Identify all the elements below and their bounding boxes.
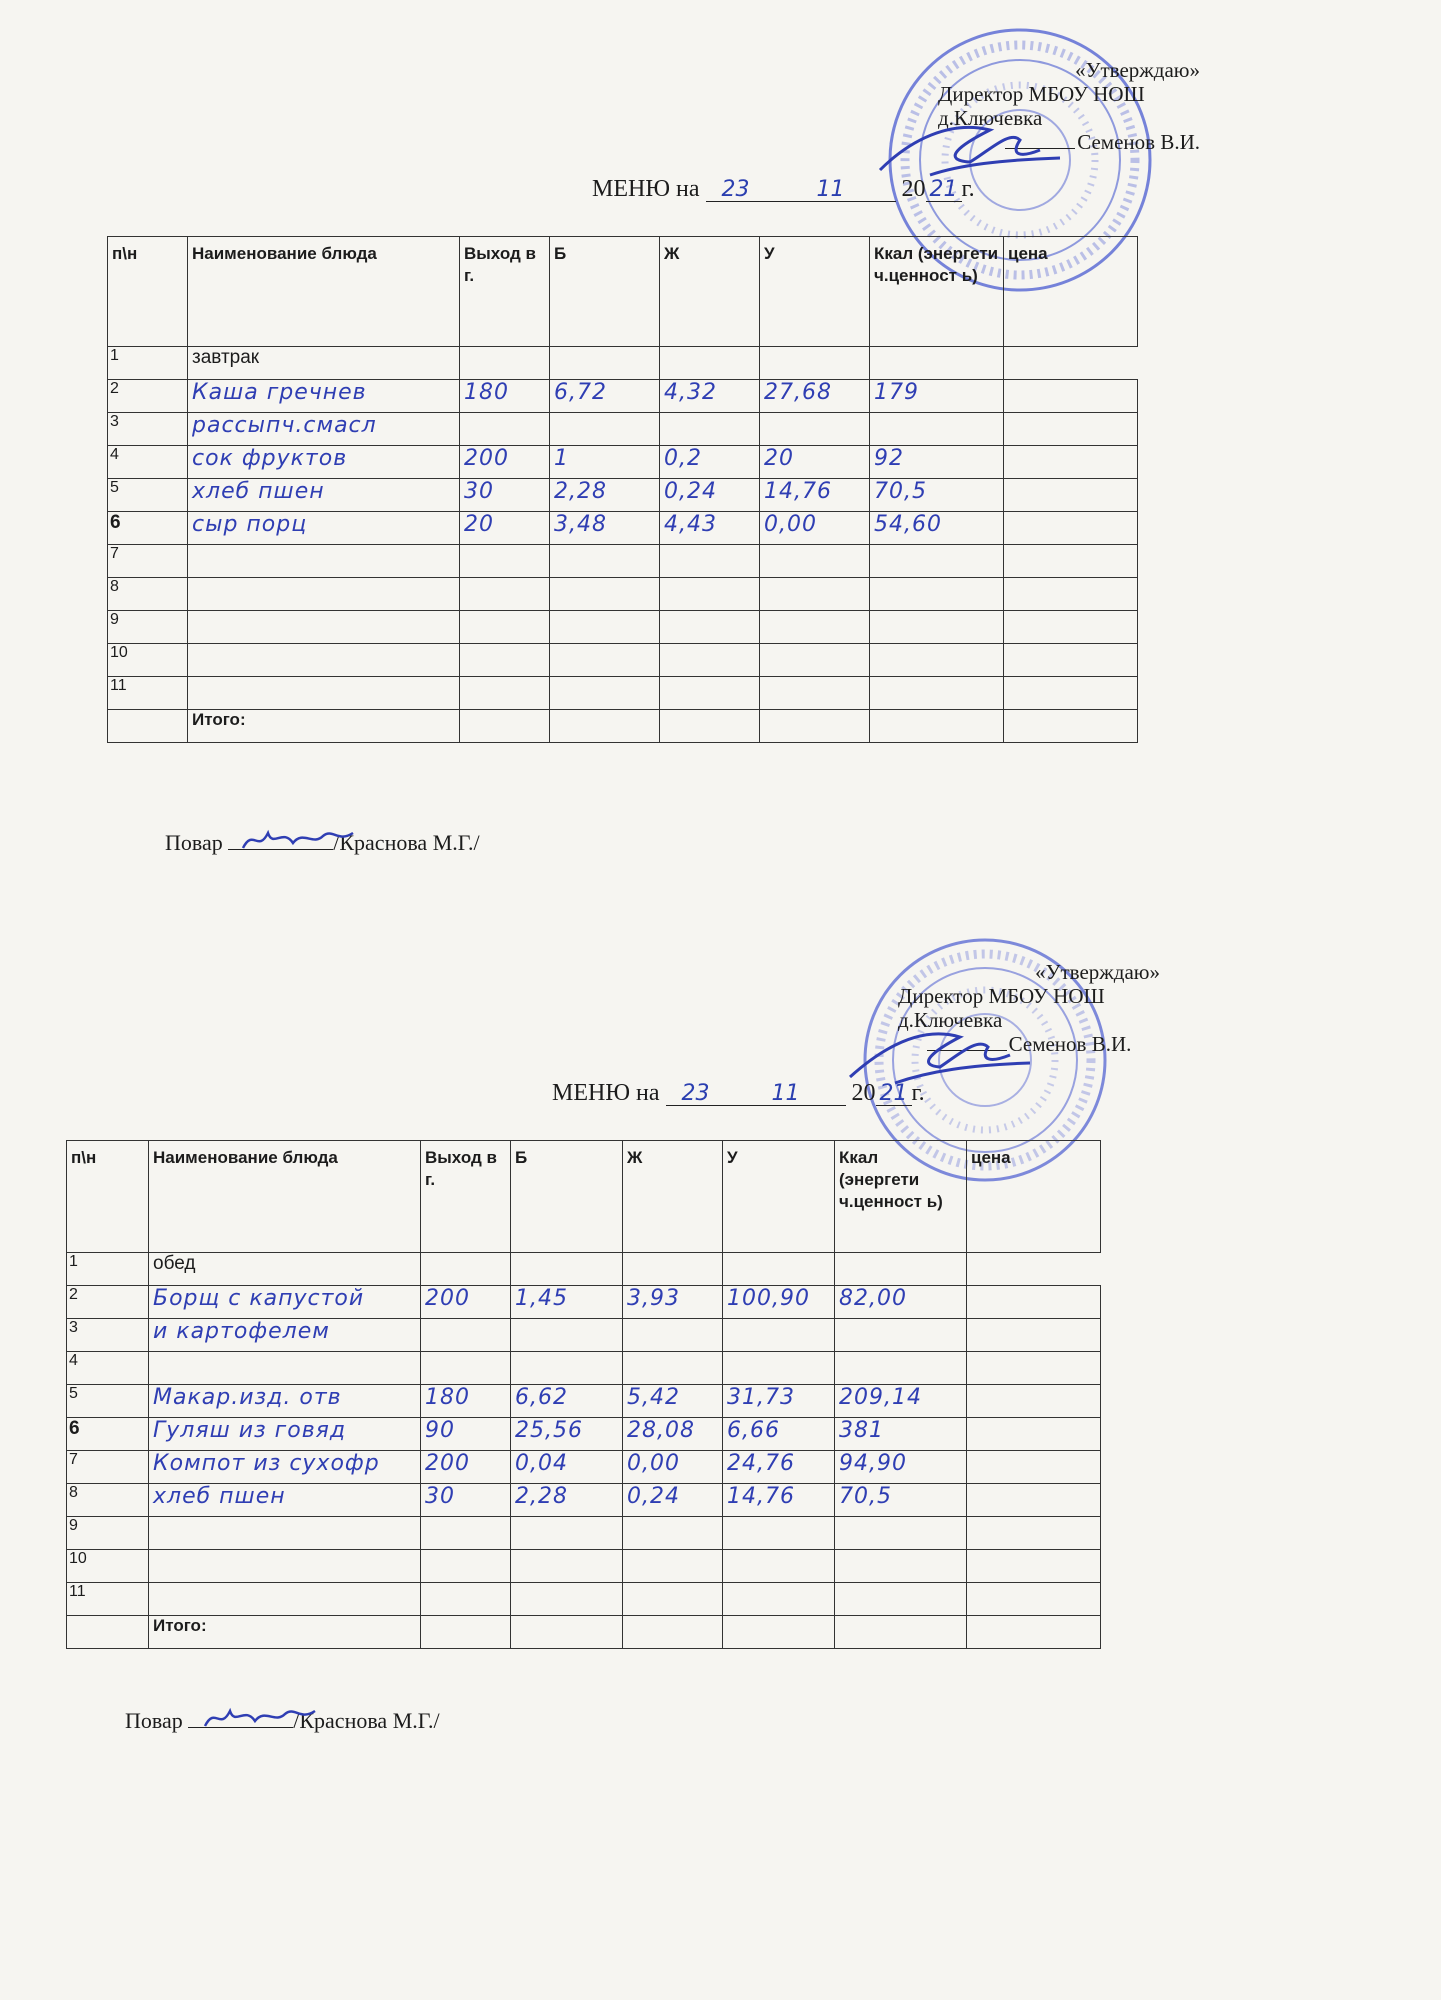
- cell-u: 100,90: [723, 1286, 835, 1319]
- cell-u: [760, 644, 870, 677]
- cell-dish: [188, 611, 460, 644]
- row-number: 10: [108, 644, 188, 677]
- table-row: [67, 1484, 1101, 1517]
- table-row: [67, 1418, 1101, 1451]
- row-number: 1: [108, 347, 188, 380]
- col-yield: Выход в г.: [460, 237, 550, 347]
- cell-zh: 0,00: [623, 1451, 723, 1484]
- cell-zh: 0,2: [660, 446, 760, 479]
- cell-u: [723, 1319, 835, 1352]
- cell-yield: 200: [421, 1451, 511, 1484]
- cell-b: 0,04: [511, 1451, 623, 1484]
- table-row: [67, 1385, 1101, 1418]
- cell-kcal: [835, 1583, 967, 1616]
- cell-kcal: 70,5: [835, 1484, 967, 1517]
- cell-dish: [149, 1550, 421, 1583]
- cell-zh: 0,24: [660, 479, 760, 512]
- date-year: 21: [876, 1083, 912, 1106]
- cell-kcal: [835, 1517, 967, 1550]
- total-label: Итого:: [188, 710, 460, 743]
- table-row: [67, 1352, 1101, 1385]
- menu-table-1: [107, 236, 1138, 743]
- cell-u: [760, 677, 870, 710]
- cell-dish: Каша гречнев: [188, 380, 460, 413]
- col-dish: Наименование блюда: [188, 237, 460, 347]
- cook-signature-1: [238, 818, 358, 858]
- approval-place: д.Ключевка: [898, 1008, 1003, 1032]
- cell-yield: 30: [421, 1484, 511, 1517]
- cell-kcal: 54,60: [870, 512, 1004, 545]
- cell-yield: [421, 1583, 511, 1616]
- meal-label: обед: [149, 1253, 421, 1286]
- cell-b: [550, 413, 660, 446]
- table-row: [108, 347, 1138, 380]
- table-row: [108, 545, 1138, 578]
- table-row: [108, 578, 1138, 611]
- cell-yield: [460, 413, 550, 446]
- cell-b: 2,28: [550, 479, 660, 512]
- cell-zh: 5,42: [623, 1385, 723, 1418]
- approval-name: Семенов В.И.: [1077, 130, 1200, 154]
- cell-price: [1004, 512, 1138, 545]
- table-row: [108, 512, 1138, 545]
- cell-yield: [460, 347, 550, 380]
- row-number: 9: [108, 611, 188, 644]
- total-cell: [511, 1616, 623, 1649]
- cell-yield: [421, 1517, 511, 1550]
- cell-zh: [660, 644, 760, 677]
- cell-price: [967, 1352, 1101, 1385]
- cell-b: [511, 1583, 623, 1616]
- cell-zh: [660, 611, 760, 644]
- cell-zh: [660, 347, 760, 380]
- cell-dish: [188, 545, 460, 578]
- cell-b: [511, 1550, 623, 1583]
- cell-u: [760, 578, 870, 611]
- cell-b: [511, 1517, 623, 1550]
- cell-u: [723, 1352, 835, 1385]
- cell-price: [967, 1319, 1101, 1352]
- cell-price: [967, 1583, 1101, 1616]
- cell-dish: сыр порц: [188, 512, 460, 545]
- cell-yield: 90: [421, 1418, 511, 1451]
- cell-yield: 180: [460, 380, 550, 413]
- cell-price: [1004, 380, 1138, 413]
- menu-table-2: [66, 1140, 1101, 1649]
- cell-dish: хлеб пшен: [149, 1484, 421, 1517]
- cell-dish: Макар.изд. отв: [149, 1385, 421, 1418]
- approval-place: д.Ключевка: [938, 106, 1043, 130]
- meal-label: завтрак: [188, 347, 460, 380]
- cell-zh: [623, 1550, 723, 1583]
- cell-dish: хлеб пшен: [188, 479, 460, 512]
- cell-zh: [660, 677, 760, 710]
- cell-zh: 0,24: [623, 1484, 723, 1517]
- cell-zh: [623, 1319, 723, 1352]
- cell-kcal: [870, 644, 1004, 677]
- total-row: [67, 1616, 1101, 1649]
- cell-b: [511, 1319, 623, 1352]
- cell-u: 31,73: [723, 1385, 835, 1418]
- col-zh: Ж: [623, 1141, 723, 1253]
- total-cell: [967, 1616, 1101, 1649]
- cell-dish: Гуляш из говяд: [149, 1418, 421, 1451]
- col-num: п\н: [108, 237, 188, 347]
- col-u: У: [760, 237, 870, 347]
- row-number: 4: [108, 446, 188, 479]
- total-row: [108, 710, 1138, 743]
- row-number: 11: [67, 1583, 149, 1616]
- cook-signature-line-2: Повар /Краснова М.Г./: [125, 1708, 440, 1733]
- cell-price: [1004, 611, 1138, 644]
- total-cell: [623, 1616, 723, 1649]
- cell-yield: 200: [460, 446, 550, 479]
- table-row: [67, 1550, 1101, 1583]
- cell-u: [723, 1550, 835, 1583]
- row-number: 6: [67, 1418, 149, 1451]
- row-number: 5: [67, 1385, 149, 1418]
- cell-u: 24,76: [723, 1451, 835, 1484]
- col-b: Б: [550, 237, 660, 347]
- row-number: 3: [108, 413, 188, 446]
- row-number: 2: [108, 380, 188, 413]
- cell-price: [1004, 677, 1138, 710]
- cell-zh: 4,32: [660, 380, 760, 413]
- approval-position: Директор МБОУ НОШ: [938, 82, 1145, 106]
- total-cell: [835, 1616, 967, 1649]
- cell-dish: [149, 1583, 421, 1616]
- row-number: 8: [108, 578, 188, 611]
- total-cell: [460, 710, 550, 743]
- cell-u: [760, 347, 870, 380]
- approval-position: Директор МБОУ НОШ: [898, 984, 1105, 1008]
- cell-u: [723, 1583, 835, 1616]
- row-number: 6: [108, 512, 188, 545]
- cell-yield: [421, 1253, 511, 1286]
- cell-kcal: 70,5: [870, 479, 1004, 512]
- cell-yield: [460, 644, 550, 677]
- col-dish: Наименование блюда: [149, 1141, 421, 1253]
- cell-kcal: 179: [870, 380, 1004, 413]
- cell-yield: [460, 611, 550, 644]
- cell-zh: [623, 1253, 723, 1286]
- table-row: [67, 1286, 1101, 1319]
- cell-price: [967, 1484, 1101, 1517]
- cell-yield: [421, 1319, 511, 1352]
- date-day: 23: [666, 1083, 726, 1106]
- cell-zh: [623, 1583, 723, 1616]
- cell-kcal: [870, 578, 1004, 611]
- date-year: 21: [926, 179, 962, 202]
- row-number: 5: [108, 479, 188, 512]
- cell-b: 1,45: [511, 1286, 623, 1319]
- cell-b: [550, 677, 660, 710]
- cell-price: [967, 1451, 1101, 1484]
- cell-kcal: [835, 1352, 967, 1385]
- cell-price: [967, 1385, 1101, 1418]
- cell-yield: 200: [421, 1286, 511, 1319]
- cell-b: 6,62: [511, 1385, 623, 1418]
- cell-dish: рассыпч.смасл: [188, 413, 460, 446]
- cell-zh: 28,08: [623, 1418, 723, 1451]
- cell-u: [760, 611, 870, 644]
- cell-kcal: 209,14: [835, 1385, 967, 1418]
- cell-yield: 180: [421, 1385, 511, 1418]
- row-number: 10: [67, 1550, 149, 1583]
- cell-zh: 4,43: [660, 512, 760, 545]
- cell-yield: [460, 677, 550, 710]
- cell-price: [1004, 413, 1138, 446]
- cell-kcal: [870, 413, 1004, 446]
- cell-b: [550, 611, 660, 644]
- col-zh: Ж: [660, 237, 760, 347]
- cell-b: [511, 1352, 623, 1385]
- row-number: 8: [67, 1484, 149, 1517]
- cell-u: 0,00: [760, 512, 870, 545]
- cell-dish: [149, 1352, 421, 1385]
- cell-price: [1004, 446, 1138, 479]
- cell-u: 20: [760, 446, 870, 479]
- cell-u: [723, 1253, 835, 1286]
- cell-u: 14,76: [760, 479, 870, 512]
- cell-price: [870, 347, 1004, 380]
- cell-u: 6,66: [723, 1418, 835, 1451]
- table-row: [108, 644, 1138, 677]
- table-row: [67, 1451, 1101, 1484]
- cell-kcal: [870, 677, 1004, 710]
- table-row: [108, 479, 1138, 512]
- cell-yield: 30: [460, 479, 550, 512]
- approval-heading: «Утверждаю»: [1035, 960, 1160, 984]
- cell-price: [967, 1517, 1101, 1550]
- menu-title-1: МЕНЮ на 23 11 20 21 г.: [592, 176, 975, 202]
- table-row: [108, 446, 1138, 479]
- table-row: [67, 1319, 1101, 1352]
- table-row: [108, 677, 1138, 710]
- date-day: 23: [706, 179, 766, 202]
- row-number: 11: [108, 677, 188, 710]
- cell-price: [967, 1550, 1101, 1583]
- cell-kcal: 82,00: [835, 1286, 967, 1319]
- row-number: 1: [67, 1253, 149, 1286]
- cell-yield: [460, 578, 550, 611]
- cell-dish: [188, 677, 460, 710]
- cell-kcal: [870, 611, 1004, 644]
- cell-dish: [188, 644, 460, 677]
- table-row: [67, 1517, 1101, 1550]
- row-number: 9: [67, 1517, 149, 1550]
- cell-price: [835, 1253, 967, 1286]
- table-row: [67, 1583, 1101, 1616]
- cell-kcal: 381: [835, 1418, 967, 1451]
- approval-name: Семенов В.И.: [1008, 1032, 1132, 1056]
- col-yield: Выход в г.: [421, 1141, 511, 1253]
- col-u: У: [723, 1141, 835, 1253]
- cell-dish: Компот из сухофр: [149, 1451, 421, 1484]
- cell-kcal: 94,90: [835, 1451, 967, 1484]
- cell-b: 1: [550, 446, 660, 479]
- cell-price: [1004, 545, 1138, 578]
- cell-zh: 3,93: [623, 1286, 723, 1319]
- cell-yield: [421, 1550, 511, 1583]
- cell-b: 6,72: [550, 380, 660, 413]
- cook-signature-line-1: Повар /Краснова М.Г./: [165, 830, 480, 855]
- cell-zh: [660, 545, 760, 578]
- approval-heading: «Утверждаю»: [1075, 58, 1200, 82]
- cell-kcal: 92: [870, 446, 1004, 479]
- col-kcal: Ккал (энергети ч.ценност ь): [870, 237, 1004, 347]
- total-cell: [660, 710, 760, 743]
- table-row: [108, 611, 1138, 644]
- cell-dish: и картофелем: [149, 1319, 421, 1352]
- cell-dish: [188, 578, 460, 611]
- date-month: 11: [766, 179, 896, 202]
- cell-price: [1004, 578, 1138, 611]
- cell-zh: [660, 578, 760, 611]
- table-row: [67, 1253, 1101, 1286]
- col-price: цена: [967, 1141, 1101, 1253]
- cell-kcal: [835, 1550, 967, 1583]
- cell-u: [723, 1517, 835, 1550]
- cell-kcal: [870, 545, 1004, 578]
- total-cell: [1004, 710, 1138, 743]
- cell-price: [967, 1418, 1101, 1451]
- total-label: Итого:: [149, 1616, 421, 1649]
- total-cell: [421, 1616, 511, 1649]
- cell-b: [550, 644, 660, 677]
- date-month: 11: [726, 1083, 846, 1106]
- cell-zh: [623, 1352, 723, 1385]
- row-number: 7: [67, 1451, 149, 1484]
- cell-price: [1004, 479, 1138, 512]
- cook-signature-2: [200, 1696, 320, 1736]
- table-row: [108, 380, 1138, 413]
- col-kcal: Ккал (энергети ч.ценност ь): [835, 1141, 967, 1253]
- cell-b: [511, 1253, 623, 1286]
- row-number: 3: [67, 1319, 149, 1352]
- cell-dish: сок фруктов: [188, 446, 460, 479]
- row-number: 7: [108, 545, 188, 578]
- cell-yield: 20: [460, 512, 550, 545]
- cell-u: [760, 545, 870, 578]
- cell-yield: [421, 1352, 511, 1385]
- cell-b: [550, 545, 660, 578]
- table-row: [108, 413, 1138, 446]
- cell-price: [1004, 644, 1138, 677]
- cell-b: 2,28: [511, 1484, 623, 1517]
- row-number: 4: [67, 1352, 149, 1385]
- cell-kcal: [835, 1319, 967, 1352]
- cell-b: 25,56: [511, 1418, 623, 1451]
- col-b: Б: [511, 1141, 623, 1253]
- cell-dish: [149, 1517, 421, 1550]
- cell-u: 14,76: [723, 1484, 835, 1517]
- menu-title-2: МЕНЮ на 23 11 20 21 г.: [552, 1080, 925, 1106]
- cell-b: 3,48: [550, 512, 660, 545]
- col-num: п\н: [67, 1141, 149, 1253]
- total-cell: [723, 1616, 835, 1649]
- row-number: 2: [67, 1286, 149, 1319]
- cell-b: [550, 578, 660, 611]
- cell-b: [550, 347, 660, 380]
- cell-dish: Борщ с капустой: [149, 1286, 421, 1319]
- cell-u: [760, 413, 870, 446]
- total-cell: [870, 710, 1004, 743]
- cell-zh: [660, 413, 760, 446]
- cell-u: 27,68: [760, 380, 870, 413]
- total-cell: [760, 710, 870, 743]
- cell-price: [967, 1286, 1101, 1319]
- total-cell: [550, 710, 660, 743]
- cell-zh: [623, 1517, 723, 1550]
- cell-yield: [460, 545, 550, 578]
- col-price: цена: [1004, 237, 1138, 347]
